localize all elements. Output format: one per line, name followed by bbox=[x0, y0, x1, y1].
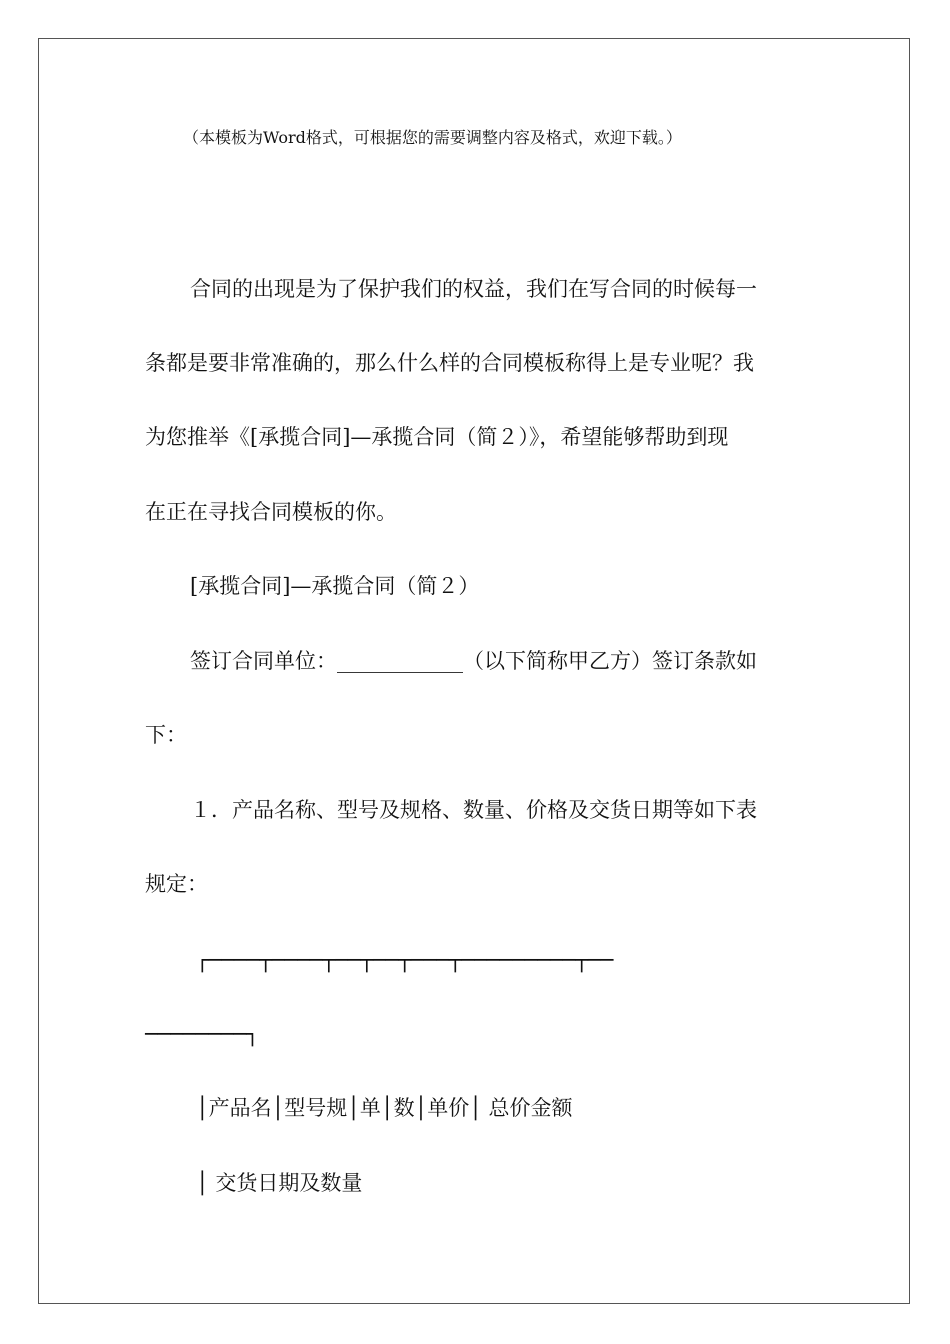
intro-line-1: 合同的出现是为了保护我们的权益，我们在写合同的时候每一 bbox=[190, 277, 757, 301]
table-top-border: ┌────┬────┬──┬──┬───┬─────────┬── bbox=[196, 948, 614, 972]
signing-line-2: 下： bbox=[145, 723, 187, 747]
intro-line-4: 在正在寻找合同模板的你。 bbox=[145, 500, 397, 524]
table-top-border-continued: ────────┐ bbox=[145, 1022, 259, 1046]
signing-line-1: 签订合同单位：____________（以下简称甲乙方）签订条款如 bbox=[190, 649, 757, 673]
intro-line-2: 条都是要非常准确的，那么什么样的合同模板称得上是专业呢？我 bbox=[145, 351, 754, 375]
table-header-row: │产品名│型号规│单│数│单价│ 总价金额 bbox=[196, 1096, 573, 1120]
contract-title: [承揽合同]—承揽合同（简２） bbox=[190, 574, 480, 598]
template-note: （本模板为Word格式，可根据您的需要调整内容及格式，欢迎下载。） bbox=[183, 128, 682, 147]
clause-1-line-1: １．产品名称、型号及规格、数量、价格及交货日期等如下表 bbox=[190, 798, 757, 822]
clause-1-line-2: 规定： bbox=[145, 872, 208, 896]
table-header-row-continued: │ 交货日期及数量 bbox=[196, 1171, 363, 1195]
intro-line-3: 为您推举《[承揽合同]—承揽合同（简２）》，希望能够帮助到现 bbox=[145, 425, 729, 449]
